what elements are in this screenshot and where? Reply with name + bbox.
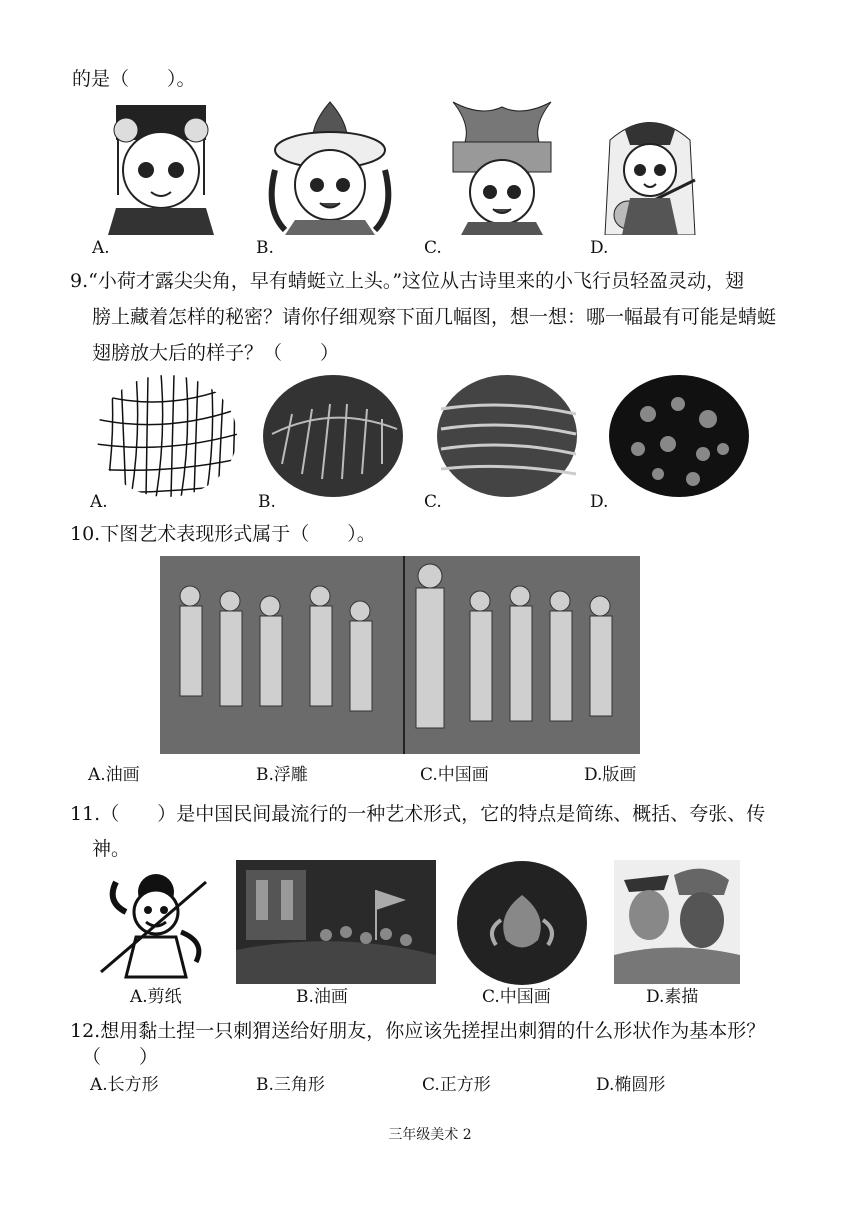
q9-option-d[interactable]: D. xyxy=(590,492,609,512)
q12-option-c[interactable]: C.正方形 xyxy=(422,1075,491,1095)
q10-option-a[interactable]: A.油画 xyxy=(88,765,140,785)
q8-image-d xyxy=(600,110,700,235)
q12-line2: （ ） xyxy=(82,1046,159,1068)
q9-option-c[interactable]: C. xyxy=(424,492,442,512)
q11-image-d-sketch xyxy=(614,860,740,984)
page-footer: 三年级美术 2 xyxy=(388,1127,472,1143)
q10-option-b[interactable]: B.浮雕 xyxy=(256,765,308,785)
q9-line2: 膀上藏着怎样的秘密？请你仔细观察下面几幅图，想一想：哪一幅最有可能是蜻蜓 xyxy=(92,306,777,328)
q11-option-d[interactable]: D.素描 xyxy=(646,987,699,1007)
q12-option-b[interactable]: B.三角形 xyxy=(256,1075,325,1095)
q11-line1: 11.（ ）是中国民间最流行的一种艺术形式，它的特点是简练、概括、夸张、传 xyxy=(70,803,766,825)
q10-option-d[interactable]: D.版画 xyxy=(584,765,637,785)
q8-tail: 的是（ ）。 xyxy=(72,68,196,90)
q8-option-c[interactable]: C. xyxy=(424,238,442,258)
q9-image-c-bark xyxy=(436,374,578,498)
q11-image-b-oilpainting xyxy=(236,860,436,984)
q11-line2: 神。 xyxy=(92,838,131,860)
q8-option-b[interactable]: B. xyxy=(256,238,274,258)
q9-image-d-scales xyxy=(608,374,750,498)
q11-option-b[interactable]: B.油画 xyxy=(296,987,348,1007)
q12-option-a[interactable]: A.长方形 xyxy=(90,1075,159,1095)
q9-option-a[interactable]: A. xyxy=(90,492,108,512)
q8-image-a xyxy=(96,100,226,235)
q10-relief-image xyxy=(160,556,640,754)
q8-option-a[interactable]: A. xyxy=(92,238,110,258)
q8-option-d[interactable]: D. xyxy=(590,238,609,258)
q11-image-c-chinese-painting xyxy=(456,860,588,986)
q9-line3: 翅膀放大后的样子？（ ） xyxy=(92,342,340,364)
q12-option-d[interactable]: D.椭圆形 xyxy=(596,1075,666,1095)
q10-option-c[interactable]: C.中国画 xyxy=(420,765,489,785)
q12-line1: 12.想用黏土捏一只刺猬送给好朋友，你应该先搓捏出刺猬的什么形状作为基本形？ xyxy=(70,1020,766,1042)
q11-option-a[interactable]: A.剪纸 xyxy=(130,987,182,1007)
q9-image-a-vein-pattern xyxy=(96,374,238,498)
q11-option-c[interactable]: C.中国画 xyxy=(482,987,551,1007)
q9-image-b-texture xyxy=(262,374,404,498)
q9-line1: 9.“小荷才露尖尖角，早有蜻蜓立上头。”这位从古诗里来的小飞行员轻盈灵动，翅 xyxy=(70,270,745,292)
q11-image-a-papercut xyxy=(96,862,218,984)
q8-image-c xyxy=(443,97,561,235)
q8-image-b xyxy=(255,100,405,235)
q10-line1: 10.下图艺术表现形式属于（ ）。 xyxy=(70,523,376,545)
q9-option-b[interactable]: B. xyxy=(258,492,276,512)
